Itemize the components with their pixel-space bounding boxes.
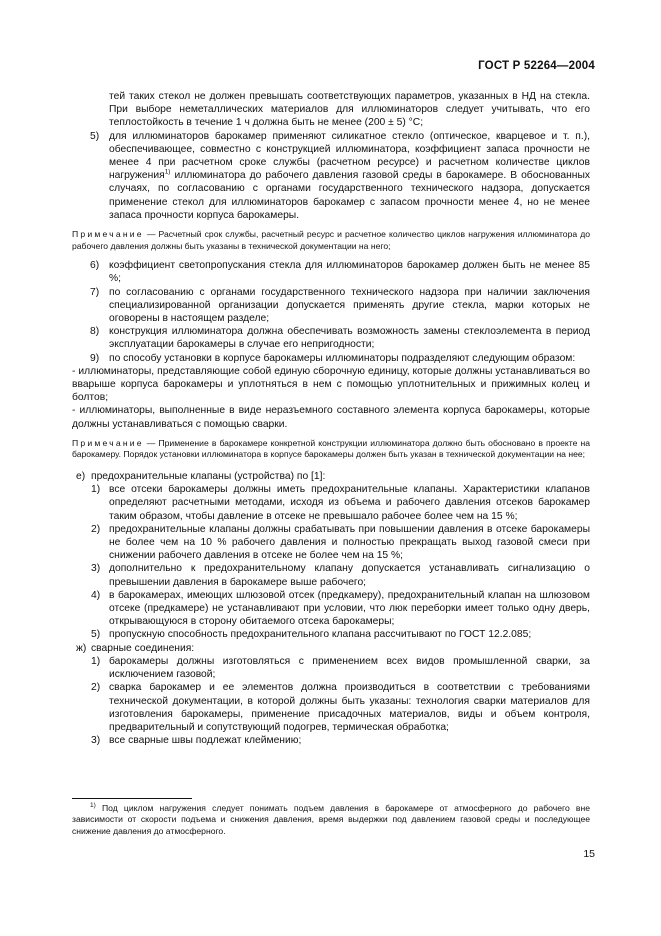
intro-continuation: тей таких стекол не должен превышать соответствующих параметров, указанных в НД на стекла. При выборе неметаллических материалов для иллюминаторов следует учитывать, что его теплостойкость в течение 1 ч должна быть не менее (200 ± 5) °С; (109, 91, 590, 129)
item5-text-part-a: для иллюминаторов барокамер применяют силикатное стекло (оптическое, кварцевое и т. п.), обеспечивающее, совместно с конструкцией иллюминатора, коэффициент запаса прочности не менее 4 при расчетном сроке службы (расчетном ресурсе) и расчетном количестве циклов нагружения (109, 130, 590, 182)
list-item-text: по согласованию с органами государственного технического надзора при наличии заключения специализированной организации допускается применять другие стекла, марки которых не оговорены в настоящем разделе; (109, 286, 590, 325)
note-label: Примечание (72, 229, 144, 240)
dash-item-1: - иллюминаторы, представляющие собой единую сборочную единицу, которые должны устанавливаться во вварыше корпуса барокамеры и уплотняться в нем с помощью уплотнительных и прижимных колец и болтов; (72, 365, 590, 404)
sub-item-zh-1 (91, 655, 590, 681)
list-item-number: 5) (90, 130, 100, 142)
page-number: 15 (583, 848, 595, 860)
sub-item-text: пропускную способность предохранительного клапана рассчитывают по ГОСТ 12.2.085; (109, 629, 532, 641)
sub-item-text: дополнительно к предохранительному клапану допускается устанавливать сигнализацию о превышении давления в барокамере выше рабочего; (109, 563, 590, 588)
list-item-letter: е) (76, 471, 86, 483)
sub-item-text: все отсеки барокамеры должны иметь предохранительные клапаны. Характеристики клапанов определяют расчетными методами, исходя из объема и рабочего давления отсеков барокамер таким образом, чтобы давление в отсеке не превышало рабочее более чем на 15 %; (109, 484, 590, 522)
sub-item-number: 1) (91, 655, 101, 667)
list-item-text: коэффициент светопропускания стекла для иллюминаторов барокамер должен быть не менее 85 %; (109, 260, 590, 285)
sub-item-number: 3) (91, 563, 101, 575)
list-item-letter: ж) (76, 642, 87, 654)
list-item-e (76, 470, 590, 483)
list-item-number: 8) (90, 326, 100, 338)
note-text: — Расчетный срок службы, расчетный ресурс и расчетное количество циклов нагружения иллюминатора до рабочего давления должны быть указаны в технической документации на него; (72, 229, 590, 251)
list-item-text (109, 130, 590, 222)
footnote-ref: 1) (164, 168, 171, 176)
dash-item-2: - иллюминаторы, выполненные в виде неразъемного составного элемента корпуса барокамеры, которые должны устанавливаться с помощью сварки. (72, 405, 590, 430)
sub-item-e-5 (91, 628, 590, 641)
sub-item-text: все сварные швы подлежат клеймению; (109, 735, 302, 747)
sub-item-number: 3) (91, 735, 101, 747)
sub-item-e-1 (91, 483, 590, 523)
footnote-separator (72, 798, 192, 799)
sub-item-number: 2) (91, 682, 101, 694)
sub-item-text: предохранительные клапаны должны срабатывать при повышении давления в отсеке барокамеры не более чем на 10 % рабочего давления и полностью прекращать выход газовой смеси при снижении рабочего давления в отсеке не более чем на 15 %; (109, 523, 590, 562)
list-item-text: сварные соединения: (91, 642, 195, 654)
sub-item-e-4 (91, 589, 590, 629)
list-item-8 (90, 325, 590, 351)
footnote (72, 803, 590, 837)
document-header-id: ГОСТ Р 52264—2004 (478, 60, 595, 72)
sub-item-number: 5) (91, 629, 101, 641)
note-text: — Применение в барокамере конкретной конструкции иллюминатора должно быть обосновано в проекте на барокамеру. Порядок установки иллюминатора в корпусе барокамеры должен быть указан в технической документации на нее; (72, 437, 590, 460)
footnote-text: Под циклом нагружения следует понимать подъем давления в барокамере от атмосферного до рабочего вне зависимости от скорости подъема и снижения давления, время выдержки под давлением газовой среды и последующее снижение давления до атмосферного. (72, 803, 590, 836)
list-item-5 (90, 130, 590, 222)
item5-text-part-b: иллюминатора до рабочего давления газовой среды в барокамере. В обоснованных случаях, по согласованию с органами государственного технического надзора, допускается применение стекол для иллюминаторов барокамер с запасом прочности менее 4, но не менее запаса прочности корпуса барокамеры. (109, 170, 590, 221)
sub-item-text: барокамеры должны изготовляться с применением всех видов промышленной сварки, за исключением газовой; (109, 655, 590, 681)
list-item-text: конструкция иллюминатора должна обеспечивать возможность замены стеклоэлемента в период эксплуатации барокамеры в случае его непригодности; (109, 326, 590, 351)
sub-item-number: 4) (91, 589, 101, 601)
sub-item-zh-3 (91, 734, 590, 747)
list-item-number: 7) (90, 286, 100, 298)
list-item-number: 6) (90, 260, 100, 272)
sub-item-e-3 (91, 562, 590, 588)
footnote-indent (72, 803, 90, 813)
footnote-mark: 1) (90, 802, 96, 810)
note-1 (72, 229, 590, 252)
page-body (72, 90, 590, 747)
list-item-number: 9) (90, 352, 100, 364)
note-label: Примечание (72, 437, 144, 448)
sub-item-number: 1) (91, 484, 101, 496)
list-item-zh (76, 642, 590, 655)
note-2 (72, 438, 590, 461)
list-item-text: по способу установки в корпусе барокамеры иллюминаторы подразделяют следующим образом: (109, 352, 576, 364)
sub-item-number: 2) (91, 523, 101, 535)
list-item-7 (90, 286, 590, 326)
list-item-6 (90, 259, 590, 285)
list-item-9 (90, 352, 590, 365)
sub-item-e-2 (91, 523, 590, 563)
sub-item-text: в барокамерах, имеющих шлюзовой отсек (предкамеру), предохранительный клапан на шлюзовом отсеке (предкамере) не устанавливают при условии, что люк переборки имеет только одну дверь, открывающуюся в сторону обитаемого отсека барокамеры; (109, 589, 590, 628)
list-item-text: предохранительные клапаны (устройства) по [1]: (91, 471, 326, 483)
sub-item-text: сварка барокамер и ее элементов должна производиться в соответствии с требованиями технической документации, в которой должны быть указаны: технология сварки материалов для изготовления барокамеры, применение присадочных материалов, виды и объем контроля, предварительный и сопутствующий подогрев, термическая обработка; (109, 682, 590, 733)
sub-item-zh-2 (91, 681, 590, 734)
